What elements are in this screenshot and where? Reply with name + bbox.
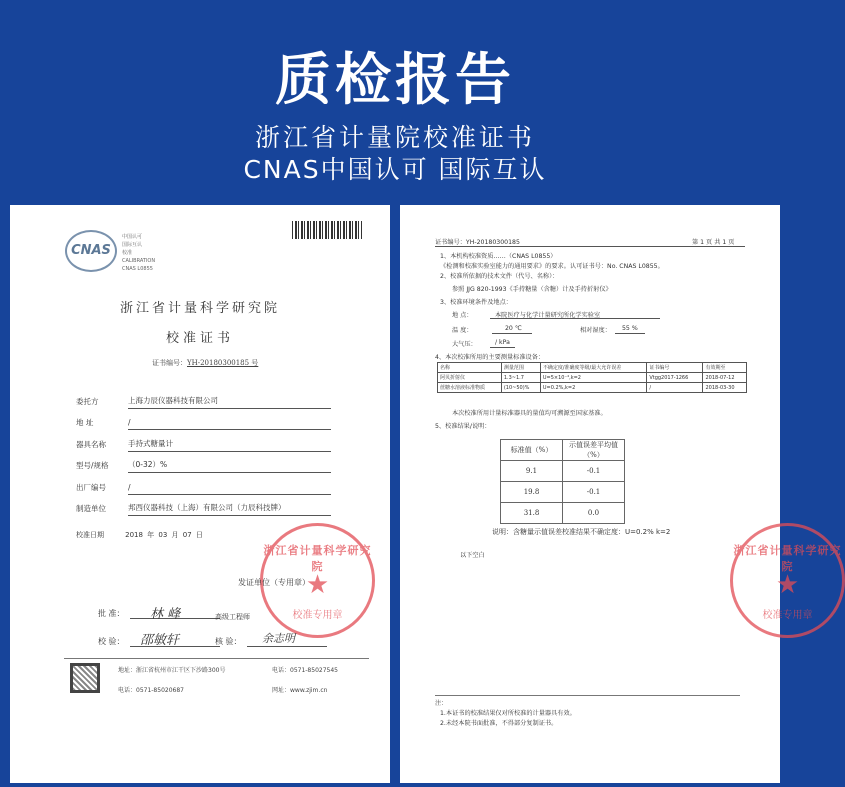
- certificate-number: [152, 358, 258, 368]
- field-row: [76, 473, 331, 495]
- date-label: 校准日期: [76, 531, 104, 539]
- temp-label: 温 度：: [452, 327, 473, 334]
- table-row: [501, 482, 625, 503]
- checker-signature: 邵敏轩: [140, 633, 180, 648]
- footer-address: 地址：浙江省杭州市江干区下沙路300号: [118, 667, 226, 674]
- table-cell: /: [647, 383, 703, 393]
- footer-phone-2: 电话：0571-85020687: [118, 687, 184, 694]
- field-label: 地 址: [76, 418, 94, 427]
- table-cell: 9.1: [501, 461, 563, 482]
- section-4: 4、本次校准所用的主要测量标准设备：: [435, 354, 545, 361]
- right-cert-number: 证书编号：YH-20180300185: [435, 239, 520, 246]
- field-label: 型号/规格: [76, 461, 109, 470]
- notes-divider: [435, 695, 740, 696]
- cnas-notes: [122, 233, 155, 273]
- date-value: 2018 年 03 月 07 日: [125, 531, 203, 539]
- pressure-label: 大气压：: [452, 341, 477, 348]
- footer-website: 网址：www.zjim.cn: [272, 687, 328, 694]
- field-label: 委托方: [76, 396, 99, 406]
- field-value: 手持式糖量计: [128, 438, 331, 452]
- table-row: [438, 373, 747, 383]
- field-value: /: [128, 418, 331, 430]
- field-row: [76, 452, 331, 474]
- seal-bottom-text: 校准专用章: [292, 610, 343, 621]
- section-3: 3、校准环境条件及地点：: [440, 299, 512, 306]
- field-label: 出厂编号: [76, 482, 106, 492]
- calibrator-signature: 余志明: [262, 632, 295, 645]
- results-table: [500, 439, 625, 524]
- cert-no-value: YH-20180300185 号: [187, 359, 259, 367]
- official-seal: [730, 523, 845, 638]
- temp-value: 20 ℃: [505, 325, 522, 332]
- banner-subtitle-2: CNAS中国认可 国际互认: [243, 155, 547, 184]
- banner-subtitle-1: 浙江省计量院校准证书: [254, 123, 535, 152]
- field-underline: [490, 347, 515, 348]
- uncertainty-explanation: 说明：含糖量示值误差校准结果不确定度：U=0.2% k=2: [492, 528, 671, 536]
- issuing-unit: 发证单位（专用章）: [238, 578, 310, 587]
- checker-label: 校 验：: [98, 637, 125, 646]
- table-cell: 阿贝折射仪: [438, 373, 502, 383]
- section-1: 1、本机构校准资质……（CNAS L0855）: [440, 253, 557, 260]
- place-label: 地 点：: [452, 312, 473, 319]
- table-row: [501, 461, 625, 482]
- place-value: 本院医疗与化学计量研究所化学实验室: [495, 312, 601, 319]
- footer-divider: [64, 658, 369, 659]
- note-2: 2.未经本院书面批准，不得部分复制证书。: [440, 720, 558, 727]
- cnas-note: 中国认可: [122, 234, 143, 240]
- table-header-cell: 不确定度/准确度等级/最大允许误差: [540, 363, 646, 373]
- document-title: 校准证书: [165, 331, 234, 346]
- seal-bottom-text: 校准专用章: [762, 610, 813, 621]
- calibrator-label: 核 验：: [215, 637, 242, 646]
- table-cell: 2018-07-12: [703, 373, 747, 383]
- table-cell: -0.1: [563, 482, 625, 503]
- cnas-note: CALIBRATION: [122, 258, 156, 264]
- field-row: [76, 409, 331, 431]
- certificate-cover-page: [10, 205, 390, 783]
- humidity-label: 相对湿度：: [580, 327, 611, 334]
- approver-label: 批 准：: [98, 609, 125, 618]
- section-5: 5、校准结果/说明：: [435, 423, 491, 430]
- field-label: 制造单位: [76, 504, 106, 513]
- traceability-note: 本次校准所用计量标准器具的量值均可溯源至国家基准。: [452, 410, 607, 417]
- section-2: 2、校准所依据的技术文件（代号、名称）：: [440, 273, 559, 280]
- table-header-cell: 证书编号: [647, 363, 703, 373]
- table-header-cell: 测量范围: [501, 363, 540, 373]
- cert-no-label: 证书编号：: [152, 359, 187, 367]
- field-row: [76, 430, 331, 452]
- qr-code-icon: [70, 663, 100, 693]
- certificate-results-page: [400, 205, 842, 783]
- table-header-row: [438, 363, 747, 373]
- institute-name: 浙江省计量科学研究院: [119, 301, 280, 316]
- seal-text: 浙江省计量科学研究院: [733, 544, 842, 573]
- cnas-note: 校准: [122, 250, 133, 256]
- table-cell: U=0.2%,k=2: [540, 383, 646, 393]
- field-underline: [490, 318, 660, 319]
- section-1-cont: 《检测和校准实验室能力的通用要求》的要求。认可证书号：No. CNAS L0855。: [440, 263, 664, 270]
- table-row: [438, 383, 747, 393]
- page-number: 第 1 页 共 1 页: [692, 239, 735, 246]
- note-1: 1.本证书的校准结果仅对所校准的计量器具有效。: [440, 710, 576, 717]
- results-header-row: [501, 440, 625, 461]
- humidity-value: 55 %: [622, 325, 638, 332]
- header-rule: [435, 246, 745, 247]
- table-cell: Vtgg2017-1266: [647, 373, 703, 383]
- results-header-cell: 示值误差平均值（%）: [563, 440, 625, 461]
- field-underline: [492, 333, 532, 334]
- table-row: [501, 503, 625, 524]
- table-cell: U=5×10⁻⁴,k=2: [540, 373, 646, 383]
- cnas-note: CNAS L0855: [122, 266, 153, 272]
- table-cell: 31.8: [501, 503, 563, 524]
- field-row: [76, 387, 331, 409]
- field-value: 上海力辰仪器科技有限公司: [128, 395, 331, 409]
- client-fields: [76, 387, 331, 516]
- table-cell: 蔗糖水溶液标准物质: [438, 383, 502, 393]
- table-cell: (10~50)%: [501, 383, 540, 393]
- cnas-note: 国际互认: [122, 242, 143, 248]
- field-value: （0-32）%: [128, 459, 331, 473]
- table-cell: -0.1: [563, 461, 625, 482]
- approver-signature: 林 峰: [150, 607, 181, 622]
- banner-title: 质检报告: [275, 48, 515, 113]
- results-header-cell: 标准值（%）: [501, 440, 563, 461]
- footer-phone-1: 电话：0571-85027545: [272, 667, 338, 674]
- standard-equipment-table: [437, 362, 747, 393]
- field-row: [76, 495, 331, 517]
- table-header-cell: 有效期至: [703, 363, 747, 373]
- approver-title: 高级工程师: [215, 613, 250, 621]
- field-underline: [615, 333, 645, 334]
- star-icon: ★: [305, 570, 330, 600]
- table-cell: 1.3~1.7: [501, 373, 540, 383]
- table-cell: 0.0: [563, 503, 625, 524]
- section-2-cont: 参照 JJG 820-1993《手持糖量（含糖）计及手持折射仪》: [452, 286, 612, 293]
- banner: [0, 0, 790, 200]
- cnas-logo: CNAS: [65, 230, 117, 272]
- calibration-date: [76, 530, 203, 540]
- table-header-cell: 名称: [438, 363, 502, 373]
- notes-title: 注：: [435, 700, 448, 707]
- field-label: 器具名称: [76, 439, 106, 449]
- star-icon: ★: [775, 570, 800, 600]
- blank-below: 以下空白: [460, 552, 485, 559]
- pressure-value: / kPa: [495, 339, 510, 346]
- field-value: 邦西仪器科技（上海）有限公司（力辰科技牌）: [128, 502, 331, 516]
- barcode: [292, 221, 362, 239]
- field-value: /: [128, 483, 331, 495]
- table-cell: 2018-03-30: [703, 383, 747, 393]
- seal-text: 浙江省计量科学研究院: [263, 544, 372, 573]
- table-cell: 19.8: [501, 482, 563, 503]
